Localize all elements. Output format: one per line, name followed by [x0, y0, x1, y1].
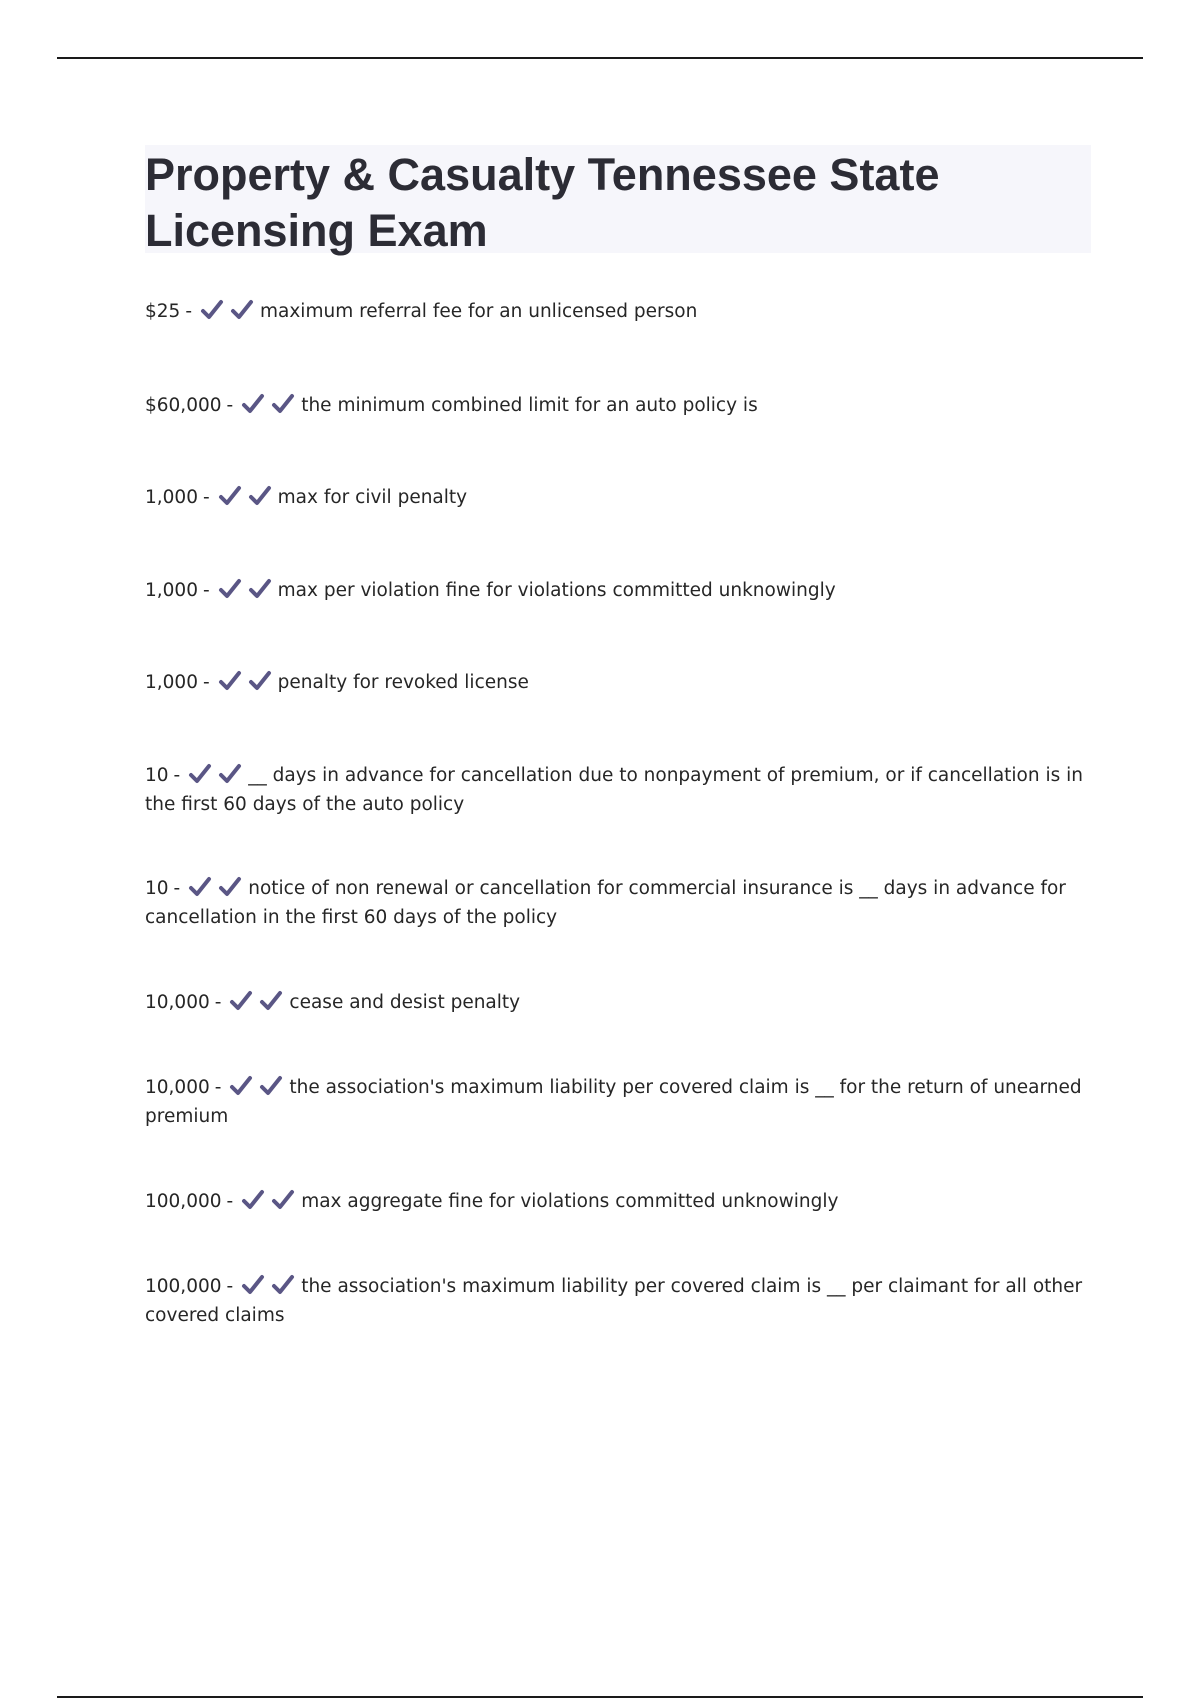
checkmark-icon	[241, 1189, 265, 1211]
document-title: Property & Casualty Tennessee State Licensing Exam	[145, 149, 940, 256]
flashcard-definition: penalty for revoked license	[277, 672, 529, 693]
flashcard-term: 100,000	[145, 1276, 222, 1297]
flashcard-row	[145, 761, 1091, 819]
flashcard-row	[145, 988, 1091, 1017]
flashcard-term: 1,000	[145, 580, 198, 601]
checkmark-icon	[271, 1274, 295, 1296]
checkmark-icon	[229, 990, 253, 1012]
flashcard-term: 10	[145, 878, 169, 899]
title-banner	[145, 145, 1091, 256]
checkmark-icon	[230, 299, 254, 321]
flashcard-definition: maximum referral fee for an unlicensed person	[260, 301, 698, 322]
flashcard-definition: max for civil penalty	[277, 487, 468, 508]
flashcard-row	[145, 1187, 1091, 1216]
term-separator: -	[202, 580, 210, 601]
flashcard-definition: the association's maximum liability per covered claim is __ for the return of unearned premium	[145, 1077, 1082, 1127]
top-rule	[57, 57, 1143, 59]
flashcard-term: 1,000	[145, 672, 198, 693]
term-separator: -	[226, 395, 234, 416]
checkmark-icon	[241, 1274, 265, 1296]
flashcard-row	[145, 668, 1091, 697]
flashcard-definition: notice of non renewal or cancellation for commercial insurance is __ days in advance for cancellation in the first 60 days of the policy	[145, 878, 1066, 928]
checkmark-icon	[229, 1075, 253, 1097]
term-separator: -	[226, 1276, 234, 1297]
checkmark-icon	[248, 578, 272, 600]
bottom-rule	[57, 1696, 1143, 1698]
flashcard-list	[145, 297, 1091, 1330]
checkmark-icon	[218, 485, 242, 507]
checkmark-icon	[259, 990, 283, 1012]
term-separator: -	[202, 672, 210, 693]
term-separator: -	[226, 1191, 234, 1212]
checkmark-icon	[271, 1189, 295, 1211]
flashcard-term: $60,000	[145, 395, 222, 416]
checkmark-icon	[218, 670, 242, 692]
flashcard-row	[145, 483, 1091, 512]
checkmark-icon	[248, 670, 272, 692]
checkmark-icon	[241, 393, 265, 415]
flashcard-definition: the minimum combined limit for an auto policy is	[301, 395, 758, 416]
checkmark-icon	[259, 1075, 283, 1097]
checkmark-icon	[218, 763, 242, 785]
flashcard-row	[145, 1272, 1091, 1330]
flashcard-term: $25	[145, 301, 181, 322]
flashcard-definition: max per violation fine for violations committed unknowingly	[277, 580, 836, 601]
flashcard-term: 10,000	[145, 992, 210, 1013]
term-separator: -	[214, 1077, 222, 1098]
flashcard-row	[145, 297, 1091, 326]
flashcard-row	[145, 576, 1091, 605]
flashcard-definition: __ days in advance for cancellation due to nonpayment of premium, or if cancellation is in the first 60 days of the auto policy	[145, 765, 1084, 815]
flashcard-term: 10	[145, 765, 169, 786]
flashcard-row	[145, 391, 1091, 420]
document-content	[145, 145, 1091, 1330]
term-separator: -	[202, 487, 210, 508]
flashcard-term: 100,000	[145, 1191, 222, 1212]
flashcard-definition: the association's maximum liability per covered claim is __ per claimant for all other covered claims	[145, 1276, 1083, 1326]
term-separator: -	[173, 765, 181, 786]
flashcard-term: 1,000	[145, 487, 198, 508]
flashcard-row	[145, 1073, 1091, 1131]
checkmark-icon	[188, 763, 212, 785]
checkmark-icon	[218, 876, 242, 898]
term-separator: -	[173, 878, 181, 899]
checkmark-icon	[218, 578, 242, 600]
flashcard-row	[145, 874, 1091, 932]
checkmark-icon	[271, 393, 295, 415]
checkmark-icon	[188, 876, 212, 898]
flashcard-definition: cease and desist penalty	[289, 992, 521, 1013]
checkmark-icon	[248, 485, 272, 507]
checkmark-icon	[200, 299, 224, 321]
flashcard-term: 10,000	[145, 1077, 210, 1098]
term-separator: -	[214, 992, 222, 1013]
term-separator: -	[185, 301, 192, 322]
flashcard-definition: max aggregate fine for violations committed unknowingly	[301, 1191, 839, 1212]
